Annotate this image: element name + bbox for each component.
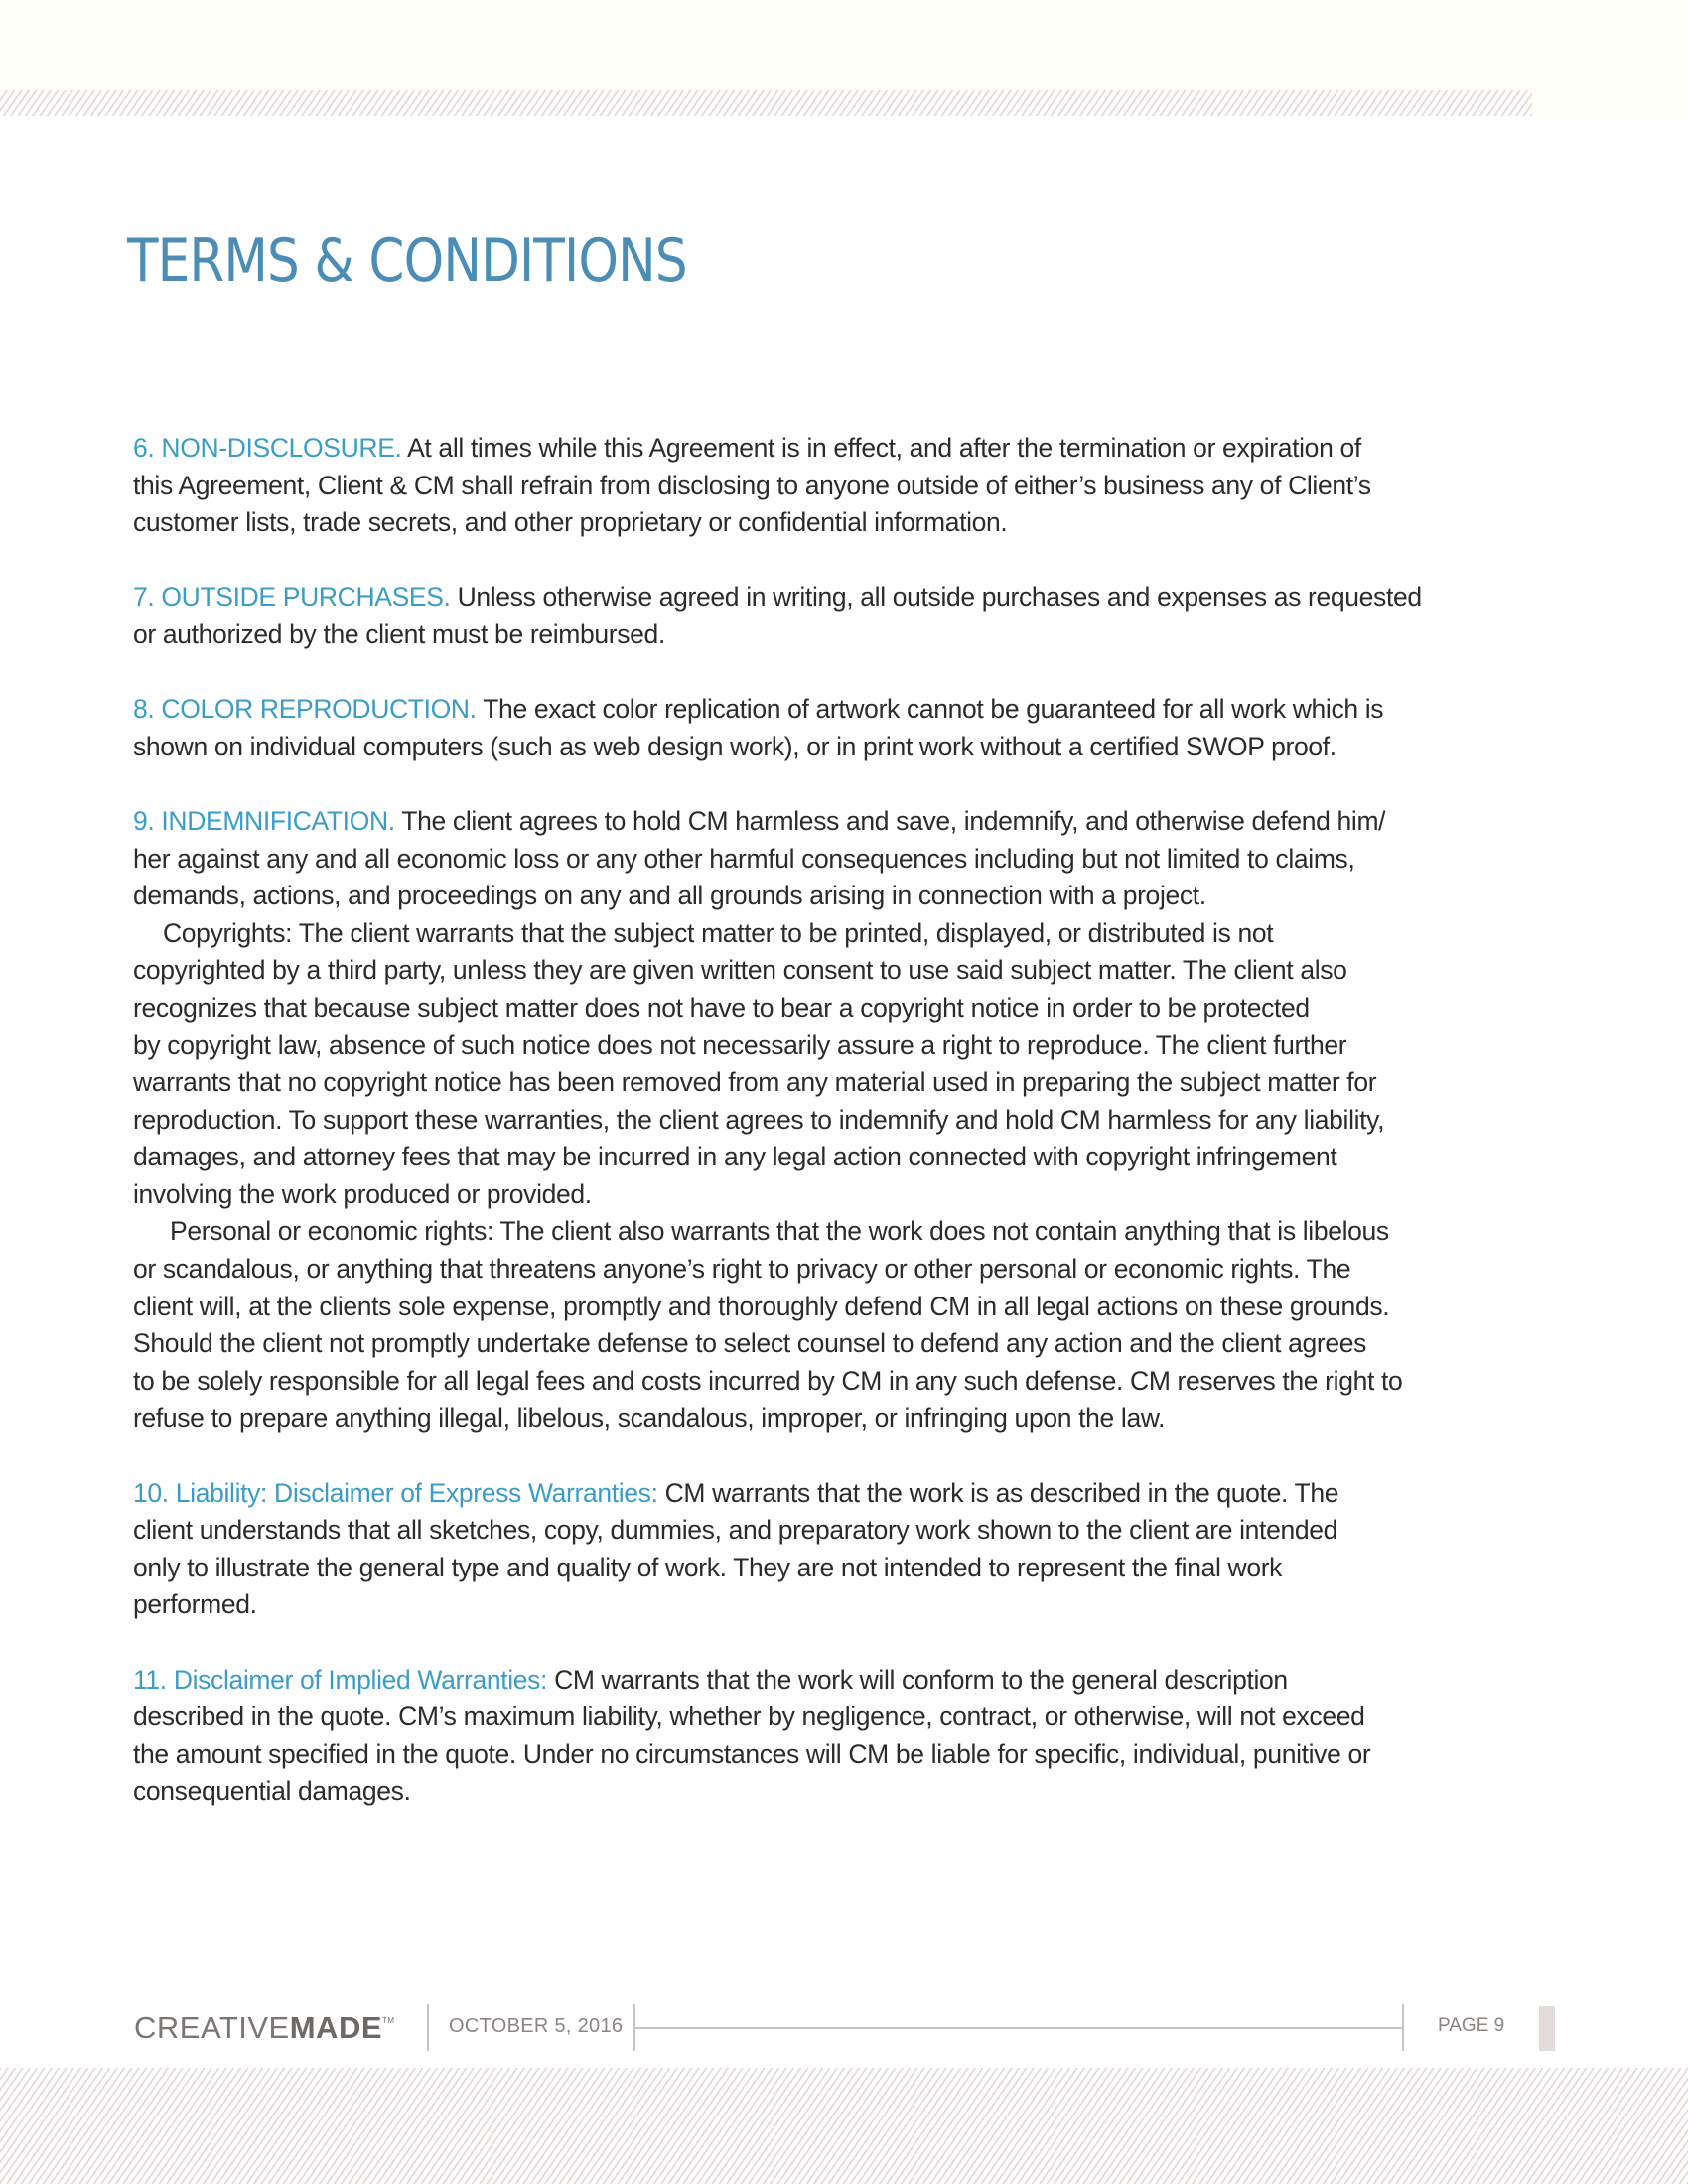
section-indemnification <box>133 803 1583 1437</box>
personal-rights-line: to be solely responsible for all legal fees and costs incurred by CM in any such defense. CM reserves the right to <box>133 1365 1403 1396</box>
section-heading: 9. INDEMNIFICATION. <box>133 805 395 836</box>
section-line <box>133 1475 1583 1513</box>
section-implied-warranties <box>133 1662 1583 1811</box>
personal-rights-line: client will, at the clients sole expense, promptly and thoroughly defend CM in all legal actions on these grounds. <box>133 1291 1390 1321</box>
section-line <box>133 691 1583 729</box>
personal-rights-line: Personal or economic rights: The client also warrants that the work does not contain anything that is libelous <box>170 1216 1389 1247</box>
section-outside-purchases <box>133 579 1583 653</box>
section-line: described in the quote. CM’s maximum liability, whether by negligence, contract, or otherwise, will not exceed <box>133 1702 1365 1732</box>
section-line: or authorized by the client must be reimbursed. <box>133 618 665 649</box>
section-heading: 10. Liability: Disclaimer of Express Warranties: <box>133 1477 658 1508</box>
section-non-disclosure <box>133 430 1583 542</box>
logo-text-light: CREATIVE <box>134 2010 290 2045</box>
logo-trademark: TM <box>382 2016 395 2025</box>
footer-accent-block <box>1539 2006 1555 2051</box>
section-line: her against any and all economic loss or any other harmful consequences including but not limited to claims, <box>133 843 1355 874</box>
section-line <box>133 579 1583 616</box>
section-express-warranties <box>133 1475 1583 1624</box>
section-line: the amount specified in the quote. Under no circumstances will CM be liable for specific, individual, punitive or <box>133 1738 1371 1769</box>
section-text: CM warrants that the work will conform to the general description <box>547 1664 1288 1695</box>
section-line: demands, actions, and proceedings on any and all grounds arising in connection with a project. <box>133 881 1206 911</box>
copyrights-line: recognizes that because subject matter does not have to bear a copyright notice in order to be protected <box>133 992 1310 1023</box>
copyrights-line: Copyrights: The client warrants that the subject matter to be printed, displayed, or distributed is not <box>163 917 1274 948</box>
copyrights-line: damages, and attorney fees that may be incurred in any legal action connected with copyright infringement <box>133 1142 1337 1172</box>
section-line <box>133 803 1583 841</box>
creativemade-logo <box>134 2010 395 2046</box>
personal-rights-line: Should the client not promptly undertake defense to select counsel to defend any action and the client agrees <box>133 1328 1367 1359</box>
section-line: only to illustrate the general type and quality of work. They are not intended to represent the final work <box>133 1552 1283 1582</box>
section-text: The client agrees to hold CM harmless and save, indemnify, and otherwise defend him/ <box>394 805 1386 836</box>
terms-body <box>133 430 1583 1848</box>
section-heading: 11. Disclaimer of Implied Warranties: <box>133 1664 548 1695</box>
section-heading: 7. OUTSIDE PURCHASES. <box>133 582 451 613</box>
section-line <box>133 1662 1583 1700</box>
page-number: PAGE 9 <box>1438 2015 1505 2036</box>
footer-stripe-decoration <box>0 2068 1688 2184</box>
section-line: shown on individual computers (such as web design work), or in print work without a certified SWOP proof. <box>133 731 1336 761</box>
header-stripe-decoration <box>0 90 1532 116</box>
footer-divider <box>1402 2004 1404 2051</box>
section-line: consequential damages. <box>133 1776 411 1807</box>
footer-divider <box>427 2004 429 2051</box>
section-line <box>133 430 1583 468</box>
personal-rights-line: refuse to prepare anything illegal, libelous, scandalous, improper, or infringing upon the law. <box>133 1403 1166 1433</box>
section-color-reproduction <box>133 691 1583 765</box>
copyrights-line: copyrighted by a third party, unless they are given written consent to use said subject matter. The client also <box>133 955 1347 986</box>
page-title: TERMS & CONDITIONS <box>127 226 687 296</box>
section-heading: 6. NON-DISCLOSURE. <box>133 433 402 463</box>
copyrights-line: involving the work produced or provided. <box>133 1178 592 1209</box>
footer-rule <box>635 2027 1403 2029</box>
section-line: this Agreement, Client & CM shall refrain from disclosing to anyone outside of either’s business any of Client’s <box>133 470 1371 500</box>
copyrights-line: by copyright law, absence of such notice does not necessarily assure a right to reproduce. The client further <box>133 1029 1347 1060</box>
section-heading: 8. COLOR REPRODUCTION. <box>133 694 477 725</box>
section-text: The exact color replication of artwork cannot be guaranteed for all work which is <box>476 694 1384 725</box>
copyrights-line: warrants that no copyright notice has been removed from any material used in preparing the subject matter for <box>133 1067 1377 1098</box>
section-line: customer lists, trade secrets, and other proprietary or confidential information. <box>133 507 1008 538</box>
section-text: Unless otherwise agreed in writing, all outside purchases and expenses as requested <box>450 582 1422 613</box>
copyrights-line: reproduction. To support these warranties, the client agrees to indemnify and hold CM harmless for any liability, <box>133 1104 1385 1135</box>
personal-rights-line: or scandalous, or anything that threatens anyone’s right to privacy or other personal or economic rights. The <box>133 1254 1351 1285</box>
logo-text-bold: MADE <box>289 2010 383 2045</box>
section-text: At all times while this Agreement is in effect, and after the termination or expiration of <box>401 433 1361 463</box>
section-text: CM warrants that the work is as described in the quote. The <box>657 1477 1339 1508</box>
section-line: performed. <box>133 1589 257 1620</box>
footer-date: OCTOBER 5, 2016 <box>449 2015 624 2037</box>
section-line: client understands that all sketches, copy, dummies, and preparatory work shown to the client are intended <box>133 1515 1338 1546</box>
